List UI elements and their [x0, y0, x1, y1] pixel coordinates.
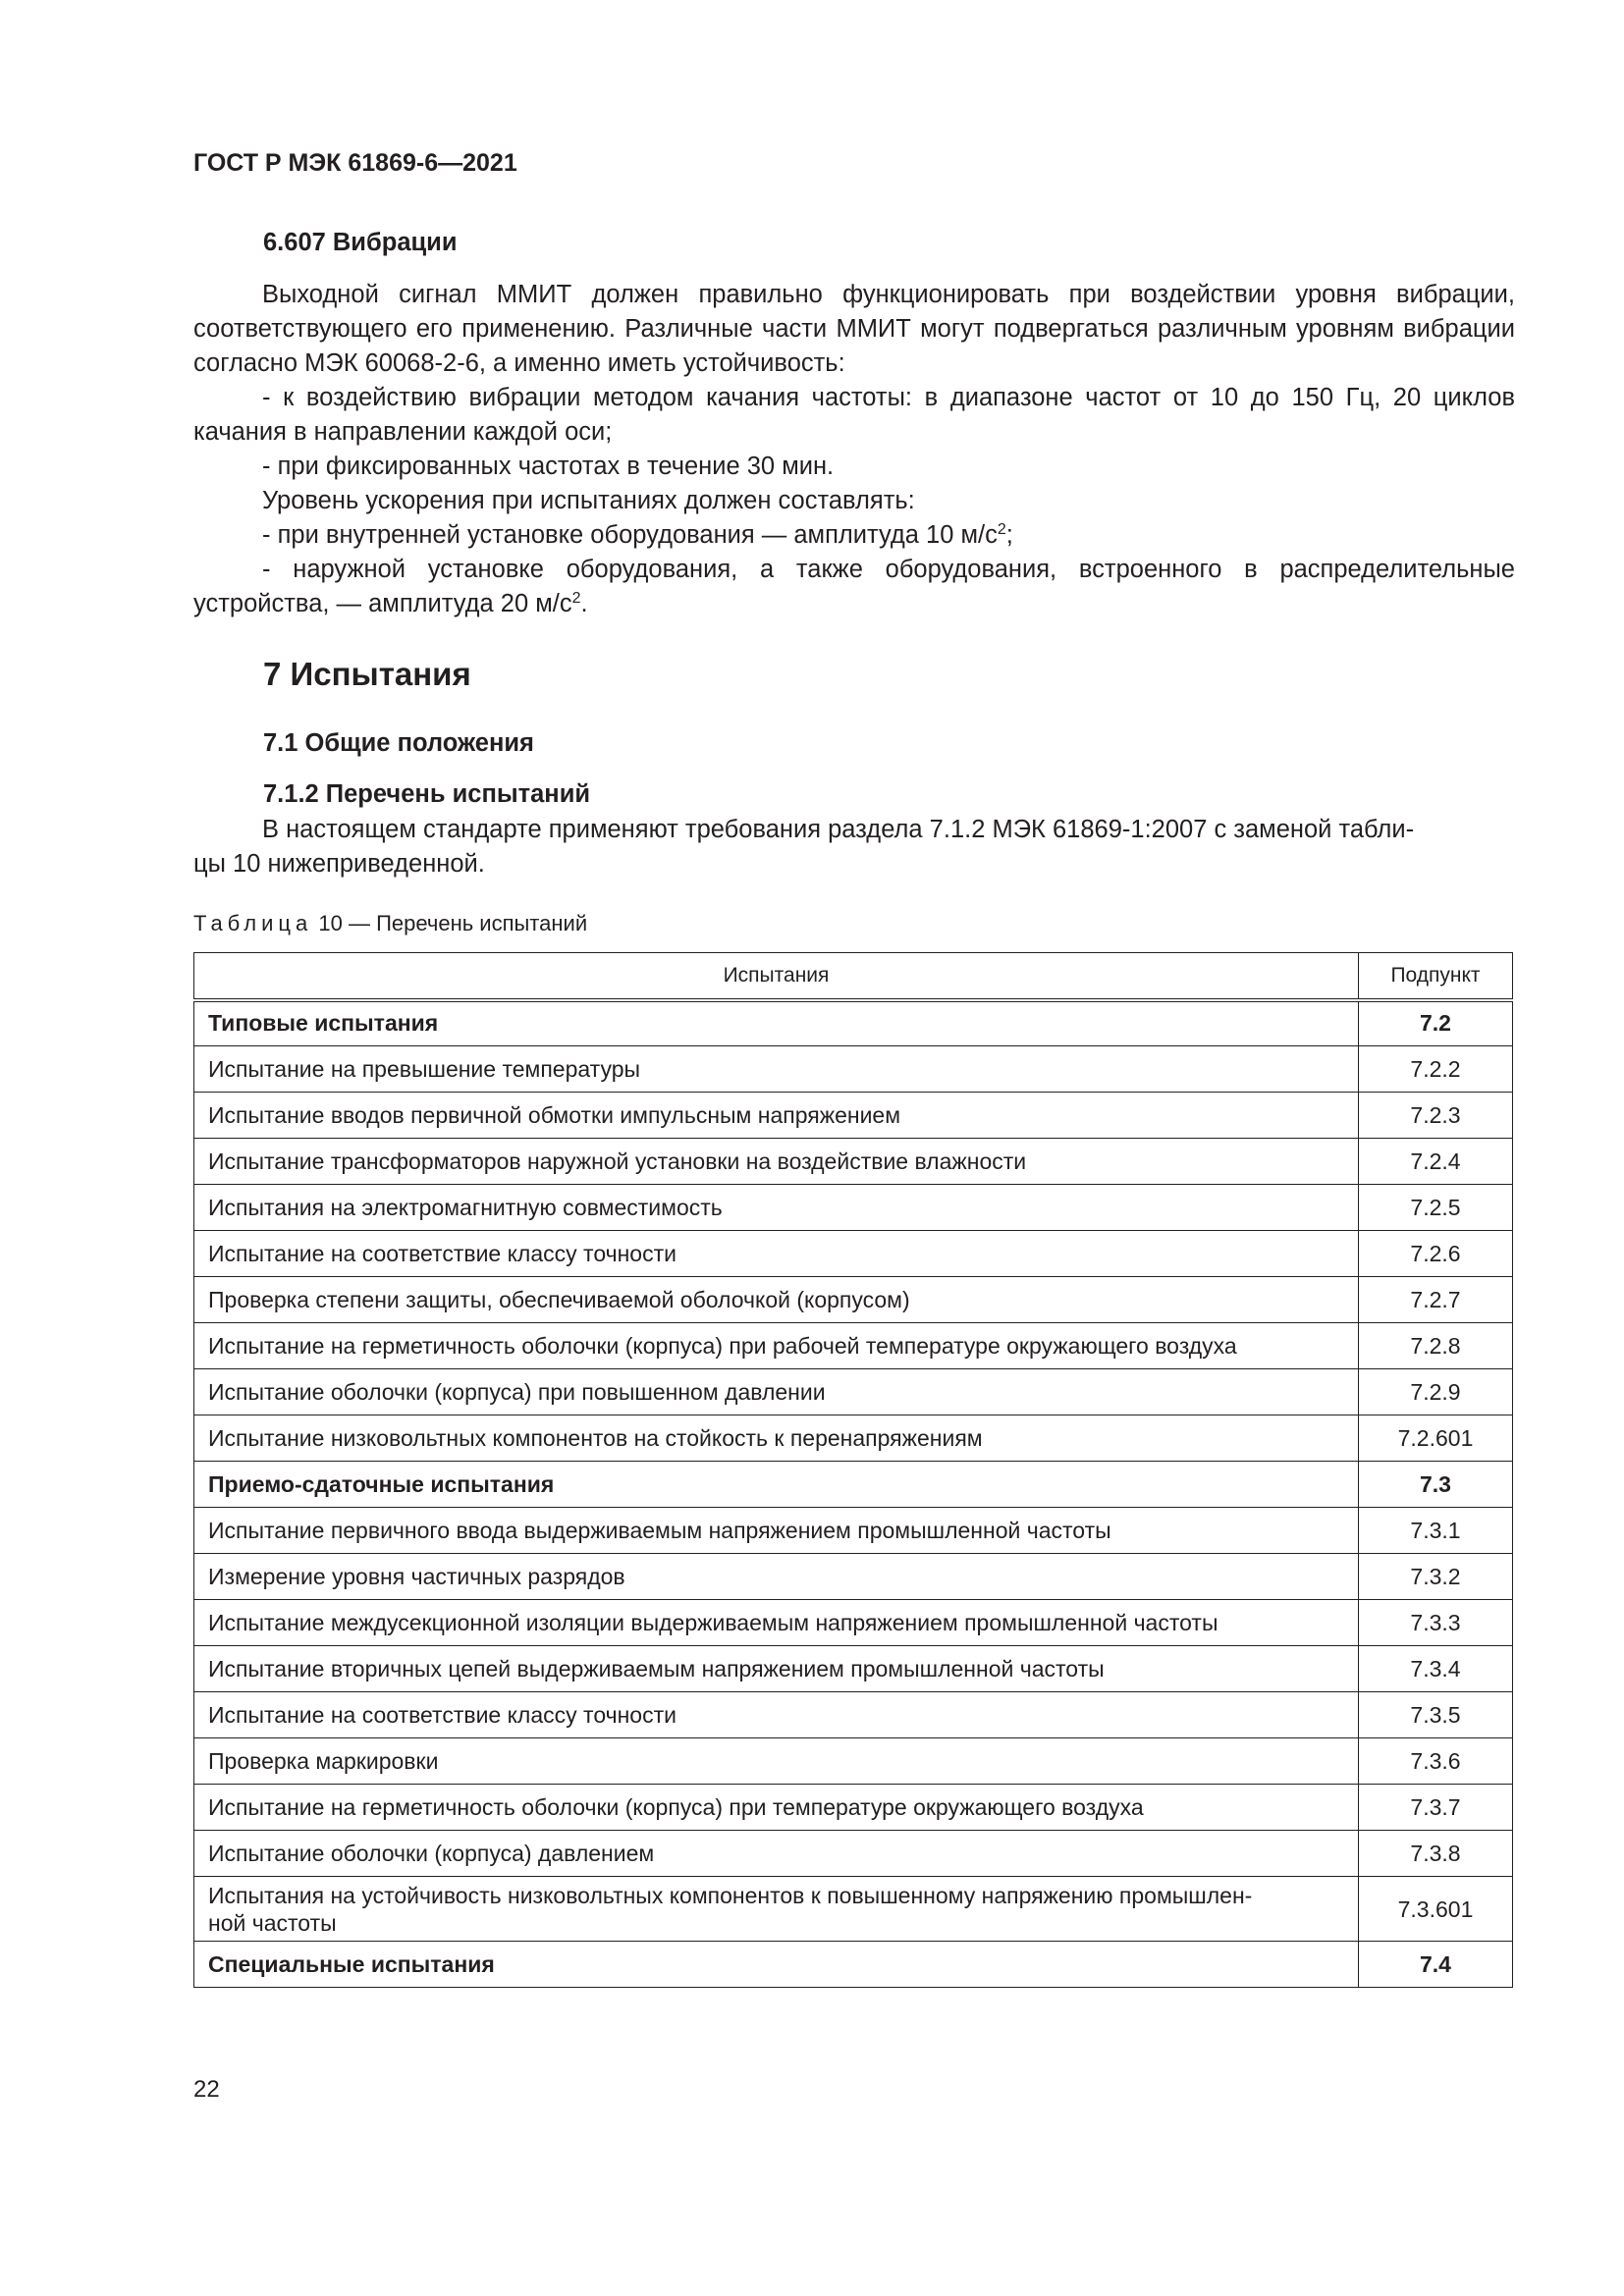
document-header: ГОСТ Р МЭК 61869-6—2021	[193, 149, 517, 177]
test-name: Испытание оболочки (корпуса) при повышенном давлении	[208, 1378, 826, 1405]
section-7-title: 7 Испытания	[263, 656, 471, 692]
column-header-subclause: Подпункт	[1359, 953, 1513, 1000]
subclause-cell: 7.3.2	[1359, 1554, 1513, 1600]
superscript: 2	[997, 521, 1006, 538]
test-name: Испытания на электромагнитную совместимость	[208, 1194, 723, 1220]
subclause-cell: 7.3.3	[1359, 1600, 1513, 1646]
subclause-cell: 7.3.8	[1359, 1831, 1513, 1877]
table-row	[194, 1093, 1513, 1139]
table-row	[194, 1646, 1513, 1692]
paragraph: - при фиксированных частотах в течение 30 мин.	[262, 453, 835, 480]
test-name: Испытание на соответствие классу точности	[208, 1240, 677, 1266]
test-name: Испытания на устойчивость низковольтных компонентов к повышенному напряжению промышлен-	[208, 1882, 1253, 1908]
caption-text: 10 — Перечень испытаний	[318, 911, 588, 935]
table-row	[194, 1046, 1513, 1093]
table-row	[194, 1738, 1513, 1785]
test-name-cell	[194, 1692, 1359, 1738]
test-name: Испытание междусекционной изоляции выдерживаемым напряжением промышленной частоты	[208, 1609, 1218, 1635]
test-name: Испытание вводов первичной обмотки импульсным напряжением	[208, 1101, 901, 1128]
subclause-cell: 7.2.4	[1359, 1139, 1513, 1185]
test-name: Испытание на соответствие классу точности	[208, 1701, 677, 1728]
text: .	[580, 590, 588, 617]
text: ;	[1005, 521, 1013, 549]
superscript: 2	[571, 590, 581, 607]
test-name-cell	[194, 1942, 1359, 1988]
test-name-cell	[194, 1323, 1359, 1369]
test-name-cell	[194, 1646, 1359, 1692]
section-6607-title: 6.607 Вибрации	[263, 229, 458, 256]
test-name-cell	[194, 1000, 1359, 1046]
paragraph: Выходной сигнал ММИТ должен правильно функционировать при воздействии уровня вибрации, соответствующего его применению. Различные части ММИТ могут подвергаться различным уровням вибрации согласно МЭК 60068-2-6, а именно иметь устойчивость:	[193, 281, 1515, 377]
table-row	[194, 1415, 1513, 1462]
subclause-cell: 7.2	[1359, 1000, 1513, 1046]
subclause-cell: 7.2.2	[1359, 1046, 1513, 1093]
text: - наружной установке оборудования, а также оборудования, встроенного в распределительные устройства, — амплитуда 20 м/с	[193, 556, 1515, 617]
paragraph: цы 10 нижеприведенной.	[193, 850, 485, 878]
subclause-cell: 7.3	[1359, 1462, 1513, 1508]
test-name: Испытание первичного ввода выдерживаемым напряжением промышленной частоты	[208, 1517, 1111, 1543]
test-name-cell	[194, 1185, 1359, 1231]
test-name: Испытание оболочки (корпуса) давлением	[208, 1840, 655, 1866]
test-name-cell	[194, 1046, 1359, 1093]
paragraph: В настоящем стандарте применяют требования раздела 7.1.2 МЭК 61869-1:2007 с заменой табли-	[262, 816, 1415, 843]
test-name-cell	[194, 1231, 1359, 1277]
subclause-cell: 7.3.601	[1359, 1877, 1513, 1942]
test-name: Испытание на превышение температуры	[208, 1055, 641, 1082]
test-name: Приемо-сдаточные испытания	[208, 1470, 555, 1497]
table-header-row	[194, 953, 1513, 1000]
subclause-cell: 7.3.6	[1359, 1738, 1513, 1785]
test-name: Проверка маркировки	[208, 1747, 439, 1774]
tests-table	[193, 952, 1513, 1988]
test-name-continued: ной частоты	[208, 1909, 337, 1936]
table-row	[194, 1185, 1513, 1231]
table-row	[194, 1554, 1513, 1600]
subsection-712-title: 7.1.2 Перечень испытаний	[263, 780, 591, 808]
test-name: Испытание трансформаторов наружной установки на воздействие влажности	[208, 1148, 1027, 1174]
test-name: Испытание вторичных цепей выдерживаемым напряжением промышленной частоты	[208, 1655, 1105, 1682]
subclause-cell: 7.2.7	[1359, 1277, 1513, 1323]
table-row	[194, 1692, 1513, 1738]
subclause-cell: 7.3.5	[1359, 1692, 1513, 1738]
test-name-cell	[194, 1277, 1359, 1323]
test-name-cell	[194, 1785, 1359, 1831]
test-name-cell	[194, 1600, 1359, 1646]
page-number: 22	[193, 2076, 220, 2103]
subclause-cell: 7.2.8	[1359, 1323, 1513, 1369]
subclause-cell: 7.4	[1359, 1942, 1513, 1988]
subclause-cell: 7.2.9	[1359, 1369, 1513, 1415]
test-name-cell	[194, 1093, 1359, 1139]
test-name: Испытание на герметичность оболочки (корпуса) при температуре окружающего воздуха	[208, 1793, 1144, 1820]
subclause-cell: 7.2.601	[1359, 1415, 1513, 1462]
test-name: Проверка степени защиты, обеспечиваемой оболочкой (корпусом)	[208, 1286, 910, 1312]
table-row	[194, 1000, 1513, 1046]
section-6607-body	[193, 278, 1515, 621]
table-row	[194, 1323, 1513, 1369]
caption-label: Таблица	[193, 911, 313, 935]
table-row	[194, 1508, 1513, 1554]
subclause-cell: 7.3.7	[1359, 1785, 1513, 1831]
subclause-cell: 7.2.6	[1359, 1231, 1513, 1277]
test-name: Измерение уровня частичных разрядов	[208, 1563, 625, 1589]
section-712-body	[193, 813, 1515, 881]
table-caption	[193, 911, 587, 936]
test-name-cell	[194, 1831, 1359, 1877]
table-row	[194, 1139, 1513, 1185]
paragraph: - к воздействию вибрации методом качания частоты: в диапазоне частот от 10 до 150 Гц, 20 циклов качания в направлении каждой оси;	[193, 384, 1515, 446]
column-header-tests: Испытания	[194, 953, 1359, 1000]
test-name-cell	[194, 1415, 1359, 1462]
text: - при внутренней установке оборудования — амплитуда 10 м/с	[262, 521, 998, 549]
table-row	[194, 1277, 1513, 1323]
table-row	[194, 1877, 1513, 1942]
paragraph: Уровень ускорения при испытаниях должен составлять:	[262, 487, 915, 514]
subsection-71-title: 7.1 Общие положения	[263, 729, 534, 757]
test-name: Испытание на герметичность оболочки (корпуса) при рабочей температуре окружающего воздуха	[208, 1332, 1237, 1359]
test-name-cell	[194, 1462, 1359, 1508]
test-name-cell	[194, 1877, 1359, 1942]
subclause-cell: 7.3.4	[1359, 1646, 1513, 1692]
paragraph	[193, 518, 1515, 553]
table-row	[194, 1600, 1513, 1646]
test-name-cell	[194, 1738, 1359, 1785]
test-name-cell	[194, 1369, 1359, 1415]
test-name: Типовые испытания	[208, 1010, 439, 1037]
table-row	[194, 1942, 1513, 1988]
test-name-cell	[194, 1508, 1359, 1554]
table-row	[194, 1369, 1513, 1415]
table-row	[194, 1785, 1513, 1831]
subclause-cell: 7.2.5	[1359, 1185, 1513, 1231]
table-body	[194, 1000, 1513, 1988]
table-row	[194, 1462, 1513, 1508]
test-name: Испытание низковольтных компонентов на стойкость к перенапряжениям	[208, 1424, 983, 1451]
test-name-cell	[194, 1554, 1359, 1600]
paragraph	[193, 553, 1515, 621]
test-name-cell	[194, 1139, 1359, 1185]
test-name: Специальные испытания	[208, 1950, 495, 1977]
subclause-cell: 7.3.1	[1359, 1508, 1513, 1554]
table-row	[194, 1231, 1513, 1277]
table-row	[194, 1831, 1513, 1877]
subclause-cell: 7.2.3	[1359, 1093, 1513, 1139]
